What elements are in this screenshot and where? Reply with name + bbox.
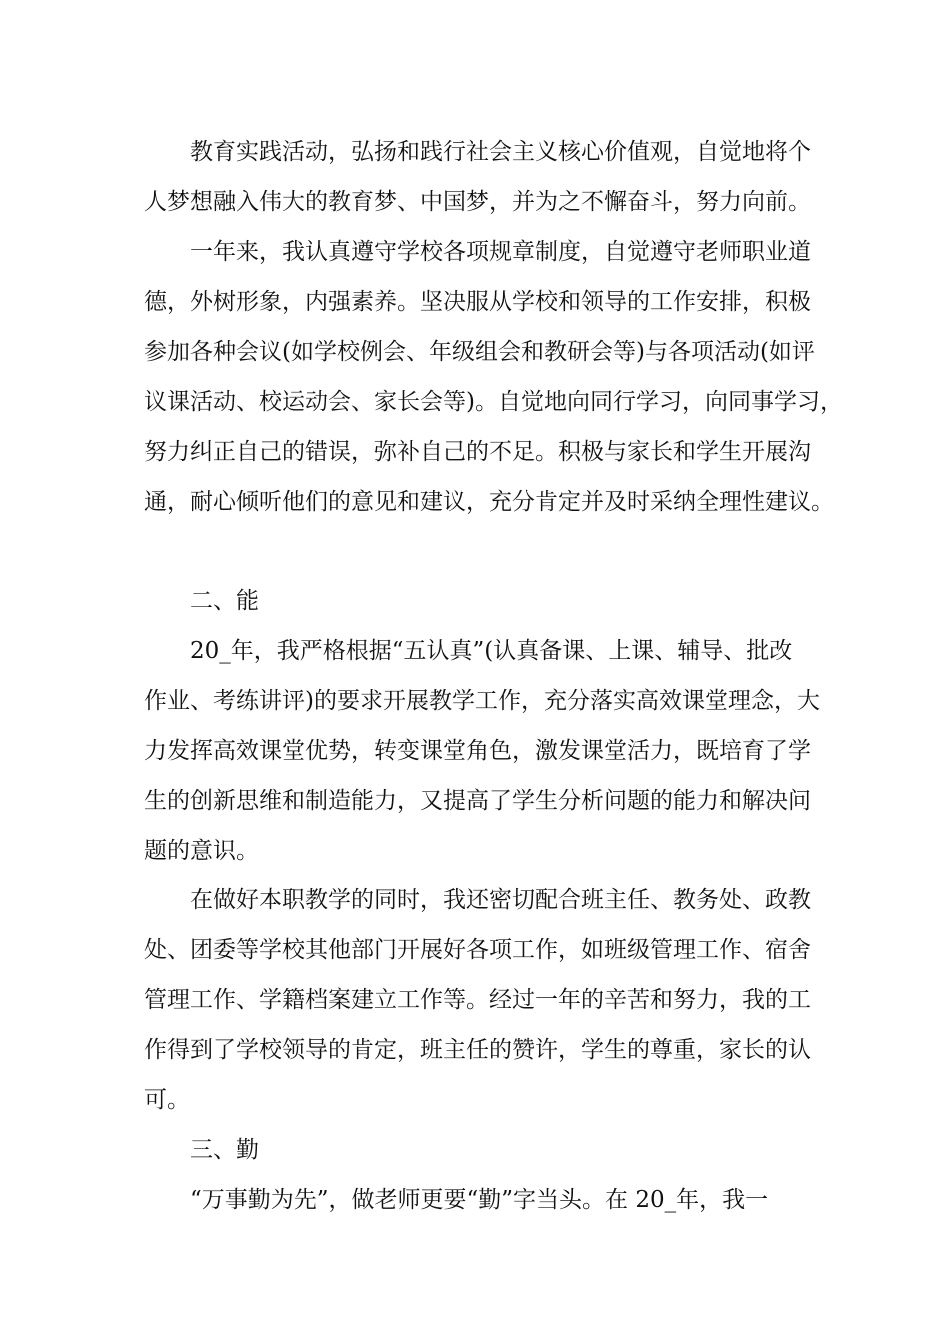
paragraph-line: 可。 — [144, 1087, 190, 1113]
paragraph-line: 力发挥高效课堂优势，转变课堂角色，激发课堂活力，既培育了学 — [144, 738, 811, 764]
paragraph-line: 参加各种会议(如学校例会、年级组会和教研会等)与各项活动(如评 — [144, 339, 815, 365]
paragraph-line: 教育实践活动，弘扬和践行社会主义核心价值观，自觉地将个 — [190, 139, 811, 165]
paragraph-line: 通，耐心倾听他们的意见和建议，充分肯定并及时采纳全理性建议。 — [144, 489, 834, 515]
paragraph-line: 德，外树形象，内强素养。坚决服从学校和领导的工作安排，积极 — [144, 289, 811, 315]
paragraph-line: 议课活动、校运动会、家长会等)。自觉地向同行学习，向同事学习， — [144, 389, 843, 415]
paragraph-line: 20_年，我严格根据“五认真”(认真备课、上课、辅导、批改 — [190, 638, 793, 664]
paragraph-line: 一年来，我认真遵守学校各项规章制度，自觉遵守老师职业道 — [190, 239, 811, 265]
paragraph-line: 在做好本职教学的同时，我还密切配合班主任、教务处、政教 — [190, 887, 811, 913]
paragraph-line: 管理工作、学籍档案建立工作等。经过一年的辛苦和努力，我的工 — [144, 987, 811, 1013]
paragraph-line: 生的创新思维和制造能力，又提高了学生分析问题的能力和解决问 — [144, 788, 811, 814]
paragraph-line: “万事勤为先”，做老师更要“勤”字当头。在 20_年，我一 — [190, 1187, 769, 1213]
paragraph-line: 处、团委等学校其他部门开展好各项工作，如班级管理工作、宿舍 — [144, 937, 811, 963]
section-heading: 二、能 — [190, 588, 259, 614]
paragraph-line: 题的意识。 — [144, 838, 259, 864]
paragraph-line: 作业、考练讲评)的要求开展教学工作，充分落实高效课堂理念，大 — [144, 688, 820, 714]
paragraph-line: 作得到了学校领导的肯定，班主任的赞许，学生的尊重，家长的认 — [144, 1037, 811, 1063]
paragraph-line: 人梦想融入伟大的教育梦、中国梦，并为之不懈奋斗，努力向前。 — [144, 189, 811, 215]
section-heading: 三、勤 — [190, 1137, 259, 1163]
paragraph-line: 努力纠正自己的错误，弥补自己的不足。积极与家长和学生开展沟 — [144, 439, 811, 465]
